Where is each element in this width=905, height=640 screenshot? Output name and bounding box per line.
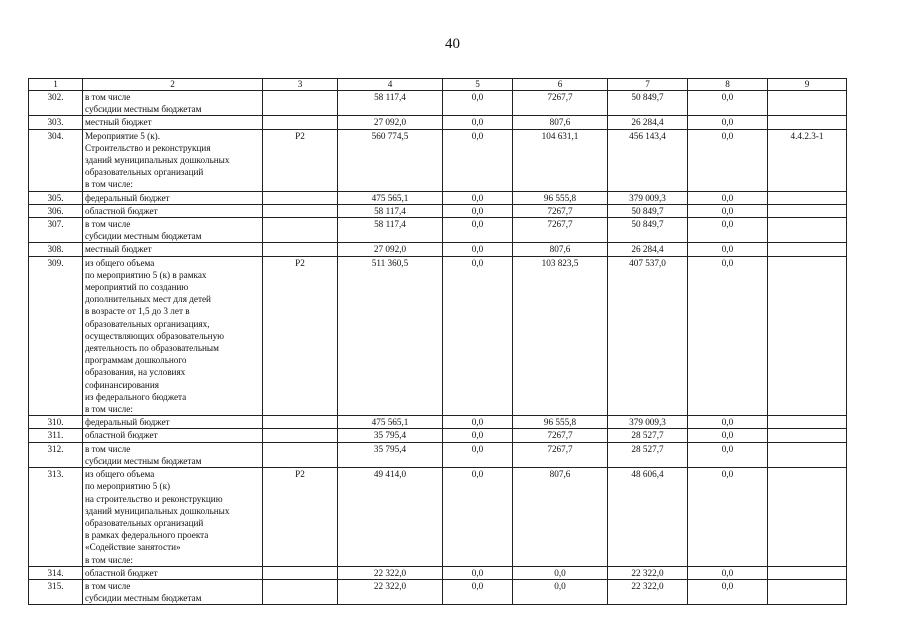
row-code [263,116,338,129]
value-col-6: 807,6 [513,468,608,567]
value-col-7: 28 527,7 [608,429,688,442]
value-col-4: 58 117,4 [338,218,443,243]
value-col-5: 0,0 [443,256,513,416]
value-col-7: 379 009,3 [608,416,688,429]
row-number: 315. [29,579,83,604]
value-col-5: 0,0 [443,91,513,116]
column-header: 1 [29,79,83,91]
column-header: 3 [263,79,338,91]
value-col-9 [768,256,847,416]
row-number: 312. [29,442,83,467]
header-row [29,79,847,91]
value-col-4: 22 322,0 [338,566,443,579]
row-code [263,243,338,256]
value-col-5: 0,0 [443,442,513,467]
row-code: Р2 [263,129,338,191]
budget-table [28,78,847,605]
row-number: 310. [29,416,83,429]
table-row [29,243,847,256]
row-code [263,429,338,442]
value-col-6: 807,6 [513,243,608,256]
table-row [29,204,847,217]
row-name: из общего объема по мероприятию 5 (к) на строительство и реконструкцию зданий муниципальных дошкольных образовательных организаций в рамках федерального проекта «Содействие занятости» в том числе: [83,468,263,567]
value-col-9 [768,204,847,217]
row-code: Р2 [263,468,338,567]
page-number: 40 [445,36,460,52]
row-number: 313. [29,468,83,567]
value-col-9 [768,191,847,204]
value-col-4: 475 565,1 [338,416,443,429]
value-col-6: 7267,7 [513,218,608,243]
row-name: Мероприятие 5 (к). Строительство и реконструкция зданий муниципальных дошкольных образовательных организаций в том числе: [83,129,263,191]
value-col-8: 0,0 [688,191,768,204]
value-col-8: 0,0 [688,243,768,256]
table-row [29,566,847,579]
value-col-4: 35 795,4 [338,429,443,442]
value-col-6: 103 823,5 [513,256,608,416]
table-row [29,256,847,416]
value-col-8: 0,0 [688,116,768,129]
value-col-4: 27 092,0 [338,243,443,256]
row-number: 303. [29,116,83,129]
value-col-9 [768,218,847,243]
value-col-7: 50 849,7 [608,218,688,243]
row-number: 308. [29,243,83,256]
row-code [263,579,338,604]
row-code [263,416,338,429]
value-col-4: 58 117,4 [338,204,443,217]
row-name: в том числе субсидии местным бюджетам [83,579,263,604]
value-col-5: 0,0 [443,579,513,604]
value-col-9 [768,566,847,579]
row-number: 305. [29,191,83,204]
value-col-9 [768,442,847,467]
value-col-7: 26 284,4 [608,243,688,256]
value-col-6: 96 555,8 [513,191,608,204]
row-name: из общего объема по мероприятию 5 (к) в рамках мероприятий по созданию дополнительных мест для детей в возрасте от 1,5 до 3 лет в образовательных организациях, осуществляющих образовательную деятельность по образовательным программам дошкольного образования, на условиях софинансирования из федерального бюджета в том числе: [83,256,263,416]
row-name: областной бюджет [83,566,263,579]
value-col-5: 0,0 [443,129,513,191]
row-number: 304. [29,129,83,191]
value-col-8: 0,0 [688,468,768,567]
value-col-8: 0,0 [688,256,768,416]
row-number: 302. [29,91,83,116]
value-col-6: 807,6 [513,116,608,129]
table-row [29,129,847,191]
row-name: федеральный бюджет [83,191,263,204]
row-number: 307. [29,218,83,243]
row-code [263,191,338,204]
value-col-8: 0,0 [688,442,768,467]
row-code: Р2 [263,256,338,416]
column-header: 9 [768,79,847,91]
value-col-4: 27 092,0 [338,116,443,129]
value-col-7: 26 284,4 [608,116,688,129]
row-name: в том числе субсидии местным бюджетам [83,91,263,116]
value-col-8: 0,0 [688,579,768,604]
row-number: 309. [29,256,83,416]
table-row [29,91,847,116]
value-col-5: 0,0 [443,566,513,579]
value-col-7: 22 322,0 [608,566,688,579]
column-header: 2 [83,79,263,91]
value-col-8: 0,0 [688,218,768,243]
value-col-6: 0,0 [513,579,608,604]
value-col-9 [768,468,847,567]
value-col-4: 22 322,0 [338,579,443,604]
row-code [263,566,338,579]
row-name: федеральный бюджет [83,416,263,429]
value-col-4: 511 360,5 [338,256,443,416]
value-col-7: 50 849,7 [608,91,688,116]
value-col-7: 379 009,3 [608,191,688,204]
value-col-7: 456 143,4 [608,129,688,191]
value-col-5: 0,0 [443,468,513,567]
value-col-6: 7267,7 [513,442,608,467]
column-header: 8 [688,79,768,91]
table-row [29,579,847,604]
value-col-5: 0,0 [443,416,513,429]
table-row [29,429,847,442]
column-header: 4 [338,79,443,91]
value-col-9 [768,579,847,604]
table-row [29,218,847,243]
value-col-9 [768,429,847,442]
value-col-7: 48 606,4 [608,468,688,567]
column-header: 7 [608,79,688,91]
value-col-5: 0,0 [443,429,513,442]
value-col-6: 7267,7 [513,204,608,217]
value-col-4: 560 774,5 [338,129,443,191]
value-col-4: 35 795,4 [338,442,443,467]
row-code [263,91,338,116]
value-col-4: 475 565,1 [338,191,443,204]
value-col-4: 49 414,0 [338,468,443,567]
value-col-9 [768,416,847,429]
value-col-6: 7267,7 [513,91,608,116]
value-col-8: 0,0 [688,204,768,217]
value-col-8: 0,0 [688,129,768,191]
value-col-4: 58 117,4 [338,91,443,116]
value-col-7: 50 849,7 [608,204,688,217]
value-col-9 [768,91,847,116]
table-row [29,416,847,429]
value-col-9 [768,116,847,129]
table-body [29,91,847,605]
table-row [29,442,847,467]
row-code [263,218,338,243]
value-col-7: 407 537,0 [608,256,688,416]
row-name: в том числе субсидии местным бюджетам [83,442,263,467]
value-col-7: 22 322,0 [608,579,688,604]
value-col-5: 0,0 [443,218,513,243]
value-col-8: 0,0 [688,416,768,429]
value-col-7: 28 527,7 [608,442,688,467]
row-number: 311. [29,429,83,442]
value-col-6: 104 631,1 [513,129,608,191]
value-col-6: 96 555,8 [513,416,608,429]
value-col-8: 0,0 [688,429,768,442]
row-name: местный бюджет [83,116,263,129]
row-name: местный бюджет [83,243,263,256]
row-name: областной бюджет [83,204,263,217]
row-code [263,204,338,217]
table-row [29,468,847,567]
value-col-8: 0,0 [688,566,768,579]
row-code [263,442,338,467]
row-number: 314. [29,566,83,579]
value-col-5: 0,0 [443,243,513,256]
column-header: 6 [513,79,608,91]
column-header: 5 [443,79,513,91]
table-row [29,116,847,129]
row-name: в том числе субсидии местным бюджетам [83,218,263,243]
value-col-6: 7267,7 [513,429,608,442]
table-row [29,191,847,204]
value-col-5: 0,0 [443,116,513,129]
value-col-5: 0,0 [443,204,513,217]
value-col-9: 4.4.2.3-1 [768,129,847,191]
value-col-9 [768,243,847,256]
value-col-6: 0,0 [513,566,608,579]
value-col-5: 0,0 [443,191,513,204]
value-col-8: 0,0 [688,91,768,116]
row-number: 306. [29,204,83,217]
row-name: областной бюджет [83,429,263,442]
